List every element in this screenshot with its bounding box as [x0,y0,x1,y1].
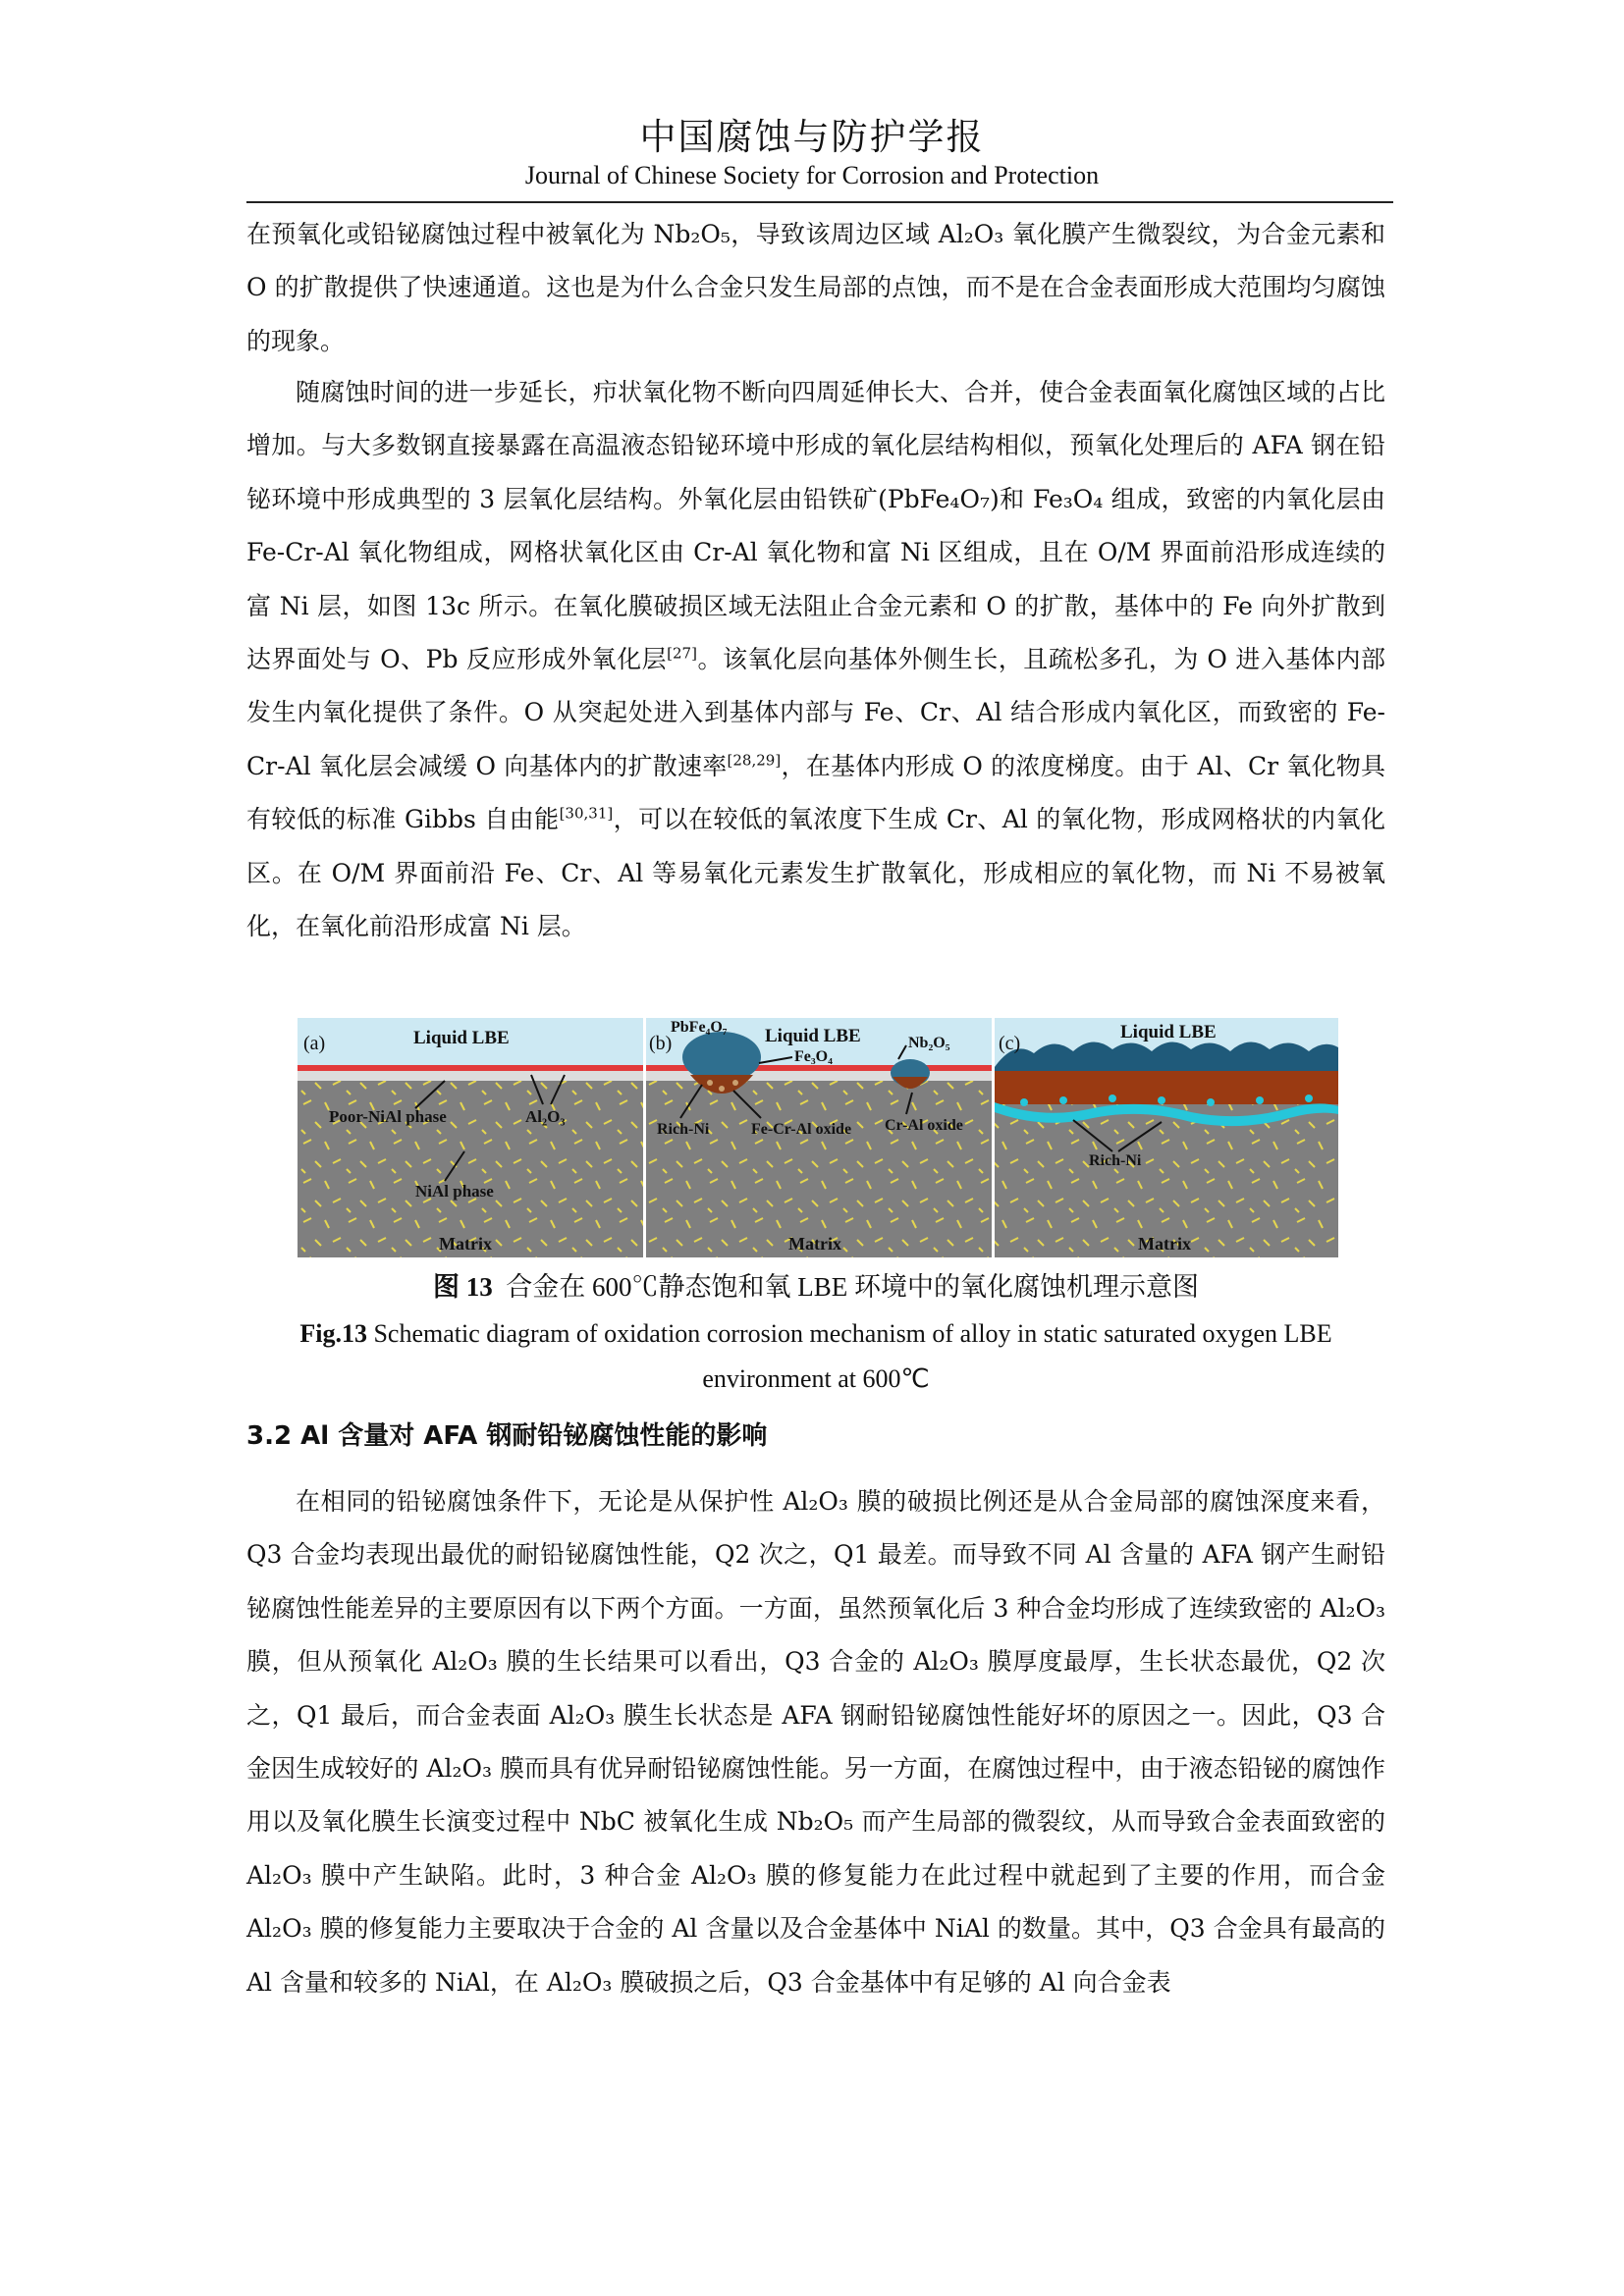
section-heading: 3.2 Al 含量对 AFA 钢耐铅铋腐蚀性能的影响 [246,1421,768,1451]
panel-c-rich-ni-label: Rich-Ni [1089,1152,1142,1169]
paragraph-2 [246,366,1385,953]
figure-label-cn: 图 13 [433,1272,493,1302]
paragraph-1-text: 在预氧化或铅铋腐蚀过程中被氧化为 Nb₂O₅，导致该周边区域 Al₂O₃ 氧化膜产生微裂纹，为合金元素和 O 的扩散提供了快速通道。这也是为什么合金只发生局部的点蚀，而不是在合金表面形成大范围均匀腐蚀的现象。 [246,220,1385,355]
panel-b-pbfe4o7-label: PbFe₄O₇ [671,1019,728,1036]
panel-c-liquid-label: Liquid LBE [1120,1022,1217,1042]
panel-a-al2o3-label: Al₂O₃ [525,1107,566,1126]
panel-a-liquid-label: Liquid LBE [413,1028,510,1048]
panel-a [298,1018,643,1257]
panel-c-matrix-label: Matrix [1138,1234,1191,1254]
panel-b-fe-cr-al-label: Fe-Cr-Al oxide [751,1121,852,1138]
panel-a-matrix-label: Matrix [439,1234,492,1254]
citation-28-29: [28,29] [727,751,782,770]
panel-b-rich-ni-label: Rich-Ni [657,1121,710,1138]
panel-c-label: (c) [999,1033,1021,1054]
journal-title-en: Journal of Chinese Society for Corrosion and Protection [524,161,1100,189]
figure-label-en: Fig.13 [299,1319,367,1348]
figure-13-schematic [298,1018,1338,1257]
paragraph-1 [246,208,1385,368]
citation-27: [27] [667,644,697,663]
panel-b-liquid-label: Liquid LBE [765,1026,861,1046]
figure-caption-cn [246,1268,1385,1306]
panel-c [995,1018,1338,1257]
panel-a-label: (a) [303,1033,326,1054]
citation-30-31: [30,31] [559,804,614,823]
panel-b-label: (b) [649,1033,673,1054]
p2-seg-a: 随腐蚀时间的进一步延长，疖状氧化物不断向四周延伸长大、合并，使合金表面氧化腐蚀区域的占比增加。与大多数钢直接暴露在高温液态铅铋环境中形成的氧化层结构相似，预氧化处理后的 AFA 钢在铅铋环境中形成典型的 3 层氧化层结构。外氧化层由铅铁矿(PbFe₄O₇)和 Fe₃O₄ 组成，致密的内氧化层由 Fe-Cr-Al 氧化物组成，网格状氧化区由 Cr-Al 氧化物和富 Ni 区组成，且在 O/M 界面前沿形成连续的富 Ni 层，如图 13c 所示。在氧化膜破损区域无法阻止合金元素和 O 的扩散，基体中的 Fe 向外扩散到达界面处与 O、Pb 反应形成外氧化层 [246,378,1385,674]
panel-b-matrix-label: Matrix [788,1234,841,1254]
header-rule [246,201,1393,203]
p2-seg-c: ，在基体内形成 O 的浓度梯度。由于 Al、Cr 氧化物具有较低的标准 Gibbs 自由能 [246,751,1385,834]
panel-a-poor-nial-label: Poor-NiAl phase [329,1107,447,1126]
figure-caption-cn-text: 合金在 600℃静态饱和氧 LBE 环境中的氧化腐蚀机理示意图 [506,1272,1199,1302]
panel-a-nial-label: NiAl phase [415,1182,494,1201]
running-header [0,116,1624,192]
paragraph-3-text: 在相同的铅铋腐蚀条件下，无论是从保护性 Al₂O₃ 膜的破损比例还是从合金局部的腐蚀深度来看，Q3 合金均表现出最优的耐铅铋腐蚀性能，Q2 次之，Q1 最差。而导致不同 Al 含量的 AFA 钢产生耐铅铋腐蚀性能差异的主要原因有以下两个方面。一方面，虽然预氧化后 3 种合金均形成了连续致密的 Al₂O₃ 膜，但从预氧化 Al₂O₃ 膜的生长结果可以看出，Q3 合金的 Al₂O₃ 膜厚度最厚，生长状态最优，Q2 次之，Q1 最后，而合金表面 Al₂O₃ 膜生长状态是 AFA 钢耐铅铋腐蚀性能好坏的原因之一。因此，Q3 合金因生成较好的 Al₂O₃ 膜而具有优异耐铅铋腐蚀性能。另一方面，在腐蚀过程中，由于液态铅铋的腐蚀作用以及氧化膜生长演变过程中 NbC 被氧化生成 Nb₂O₅ 而产生局部的微裂纹，从而导致合金表面致密的 Al₂O₃ 膜中产生缺陷。此时，3 种合金 Al₂O₃ 膜的修复能力在此过程中就起到了主要的作用，而合金 Al₂O₃ 膜的修复能力主要取决于合金的 Al 含量以及合金基体中 NiAl 的数量。其中，Q3 合金具有最高的 Al 含量和较多的 NiAl，在 Al₂O₃ 膜破损之后，Q3 合金基体中有足够的 Al 向合金表 [246,1487,1385,1997]
panel-b-nb2o5-label: Nb₂O₅ [908,1035,950,1051]
panel-b [646,1018,992,1257]
paragraph-3 [246,1475,1385,2009]
figure-caption-en-text: Schematic diagram of oxidation corrosion mechanism of alloy in static saturated oxygen LBE environment at 600℃ [373,1319,1332,1393]
panel-b-fe3o4-label: Fe₃O₄ [794,1048,833,1065]
paragraph-2-text [246,366,1385,953]
p2-seg-d: ，可以在较低的氧浓度下生成 Cr、Al 的氧化物，形成网格状的内氧化区。在 O/M 界面前沿 Fe、Cr、Al 等易氧化元素发生扩散氧化，形成相应的氧化物，而 Ni 不易被氧化，在氧化前沿形成富 Ni 层。 [246,805,1385,941]
journal-title-cn: 中国腐蚀与防护学报 [639,116,985,158]
figure-caption-en [246,1311,1385,1402]
p2-seg-b: 。该氧化层向基体外侧生长，且疏松多孔，为 O 进入基体内部发生内氧化提供了条件。O 从突起处进入到基体内部与 Fe、Cr、Al 结合形成内氧化区，而致密的 Fe-Cr-Al 氧化层会减缓 O 向基体内的扩散速率 [246,645,1385,780]
panel-b-cr-al-label: Cr-Al oxide [885,1117,963,1134]
